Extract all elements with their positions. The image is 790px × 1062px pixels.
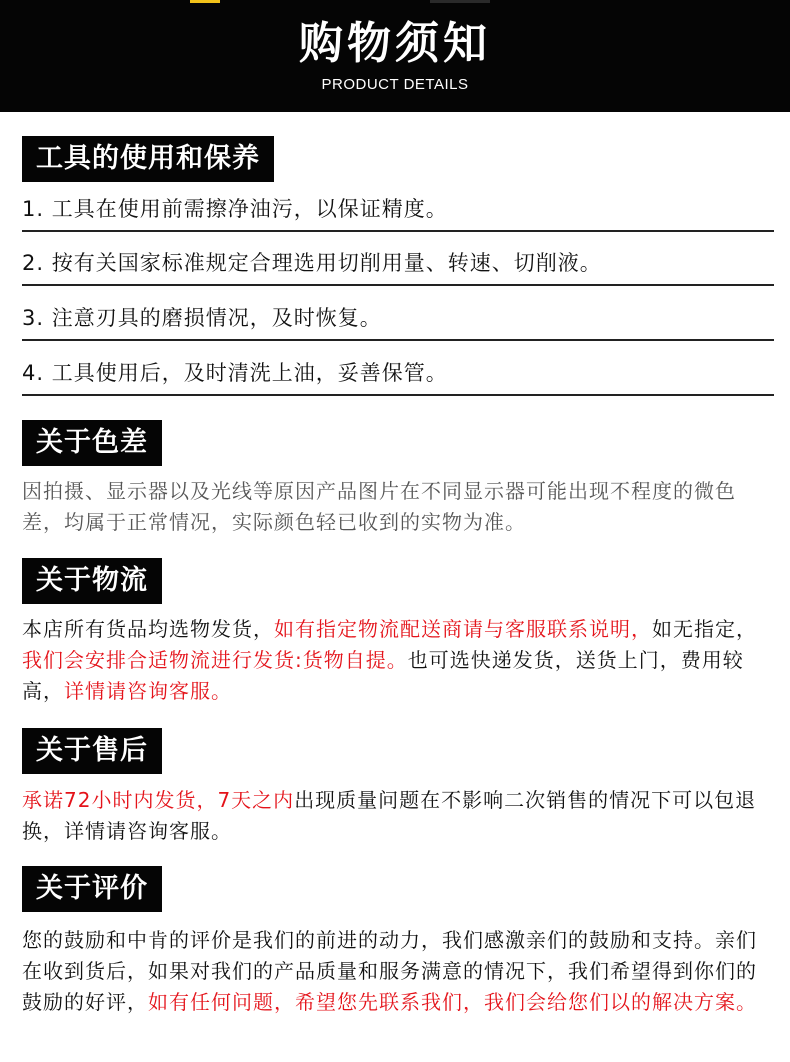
after-sales-highlight: 承诺72小时内发货，7天之内: [22, 788, 295, 812]
header-accent-stripe: [430, 0, 490, 3]
review-highlight: 如有任何问题，希望您先联系我们，我们会给您们以的解决方案。: [148, 990, 757, 1014]
logistics-text-part: 本店所有货品均选物发货，: [22, 617, 274, 641]
page-subtitle: PRODUCT DETAILS: [321, 76, 469, 93]
tool-item-2: 2. 按有关国家标准规定合理选用切削用量、转速、切削液。: [22, 242, 774, 286]
tool-item-1: 1. 工具在使用前需擦净油污，以保证精度。: [22, 188, 774, 232]
section-title-logistics: 关于物流: [22, 558, 162, 604]
logistics-text-part: 如无指定，: [652, 617, 757, 641]
color-diff-text: 因拍摄、显示器以及光线等原因产品图片在不同显示器可能出现不程度的微色差，均属于正常情况，实际颜色轻已收到的实物为准。: [22, 479, 736, 534]
header-accent-stripe: [190, 0, 220, 3]
logistics-highlight: 我们会安排合适物流进行发货:货物自提。: [22, 648, 408, 672]
after-sales-text-part: 出现质量问题在不影响二次销售的情况下可以包退换，详情请咨询客服。: [22, 788, 757, 843]
after-sales-text: [22, 785, 772, 847]
tool-item-3: 3. 注意刃具的磨损情况，及时恢复。: [22, 297, 774, 341]
review-text: [22, 925, 772, 1018]
logistics-highlight: 如有指定物流配送商请与客服联系说明，: [274, 617, 652, 641]
header-banner: [0, 0, 790, 112]
page-title: 购物须知: [299, 18, 491, 69]
logistics-text: [22, 614, 772, 707]
section-title-review: 关于评价: [22, 866, 162, 912]
section-title-color-diff: 关于色差: [22, 420, 162, 466]
logistics-highlight: 详情请咨询客服。: [64, 679, 232, 703]
logistics-text-part: 也可选快递发货，送货上门，费用较高，: [22, 648, 744, 703]
section-title-after-sales: 关于售后: [22, 728, 162, 774]
section-title-tools: 工具的使用和保养: [22, 136, 274, 182]
tool-item-4: 4. 工具使用后，及时清洗上油，妥善保管。: [22, 352, 774, 396]
review-text-part: 您的鼓励和中肯的评价是我们的前进的动力，我们感激亲们的鼓励和支持。亲们在收到货后，如果对我们的产品质量和服务满意的情况下，我们希望得到你们的鼓励的好评，: [22, 928, 757, 1014]
